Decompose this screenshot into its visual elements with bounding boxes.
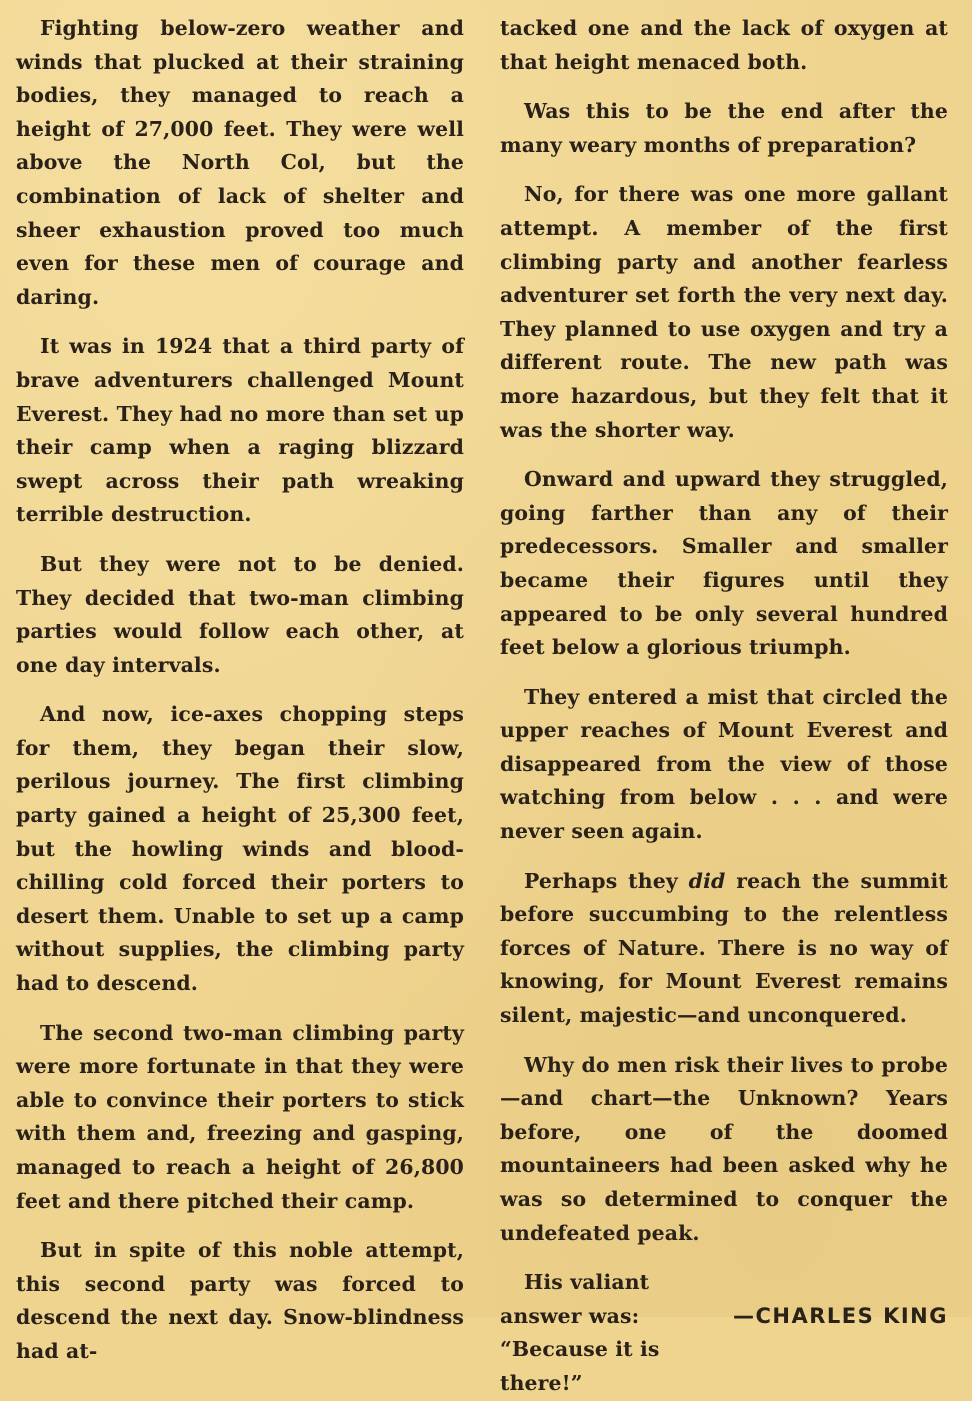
left-column: [16, 12, 464, 1385]
paragraph-perhaps: [500, 865, 948, 1033]
paragraph-first-climbing-party: And now, ice-axes chopping steps for them, they began their slow, perilous journey. The first climbing party gained a height of 25,300 feet, but the howling winds and blood-chilling cold forced their porters to desert them. Unable to set up a camp without supplies, the climbing party had to descend.: [16, 702, 464, 996]
paragraph-second-climbing-party: The second two-man climbing party were more fortunate in that they were able to convince their porters to stick with them and, freezing and gasping, managed to reach a height of 26,800 feet and there pitched their camp.: [16, 1020, 464, 1213]
perhaps-text-before: Perhaps they: [524, 868, 689, 893]
paragraph-onward-upward: Onward and upward they struggled, going farther than any of their predecessors. Smaller and smaller became their figures until they appeared to be only several hundred feet below a glorious triumph.: [500, 467, 948, 660]
right-column: [500, 12, 948, 1401]
paragraph-mist: They entered a mist that circled the upper reaches of Mount Everest and disappeared from the view of those watching from below . . . and were never seen again.: [500, 684, 948, 844]
paragraph-noble-attempt: But in spite of this noble attempt, this second party was forced to descend the next day. Snow-blindness had at-: [16, 1238, 464, 1363]
paragraph-end-question: Was this to be the end after the many weary months of preparation?: [500, 99, 948, 157]
perhaps-text-after: reach the summit before succumbing to the relentless forces of Nature. There is no way of knowing, for Mount Everest remains silent, majestic—and unconquered.: [500, 868, 948, 1028]
paragraph-gallant-attempt: No, for there was one more gallant attempt. A member of the first climbing party and another fearless adventurer set forth the very next day. They planned to use oxygen and try a different route. The new path was more hazardous, but they felt that it was the shorter way.: [500, 182, 948, 442]
paragraph-final-answer: [500, 1266, 948, 1400]
paragraph-not-denied: But they were not to be denied. They decided that two-man climbing parties would follow each other, at one day intervals.: [16, 551, 464, 677]
final-answer-text: His valiant answer was: “Because it is there!”: [500, 1270, 660, 1395]
paragraph-fighting: Fighting below-zero weather and winds that plucked at their straining bodies, they managed to reach a height of 27,000 feet. They were well above the North Col, but the combination of lack of shelter and sheer exhaustion proved too much even for these men of courage and daring.: [16, 16, 464, 309]
author-byline: —CHARLES KING: [733, 1304, 948, 1329]
paragraph-continuation: tacked one and the lack of oxygen at that height menaced both.: [500, 16, 948, 74]
paragraph-1924-party: It was in 1924 that a third party of brave adventurers challenged Mount Everest. They had no more than set up their camp when a raging blizzard swept across their path wreaking terrible destruction.: [16, 334, 464, 527]
perhaps-emphasis: did: [688, 868, 726, 893]
paragraph-why-risk: Why do men risk their lives to probe —and chart—the Unknown? Years before, one of the doomed mountaineers had been asked why he was so determined to conquer the undefeated peak.: [500, 1052, 948, 1245]
